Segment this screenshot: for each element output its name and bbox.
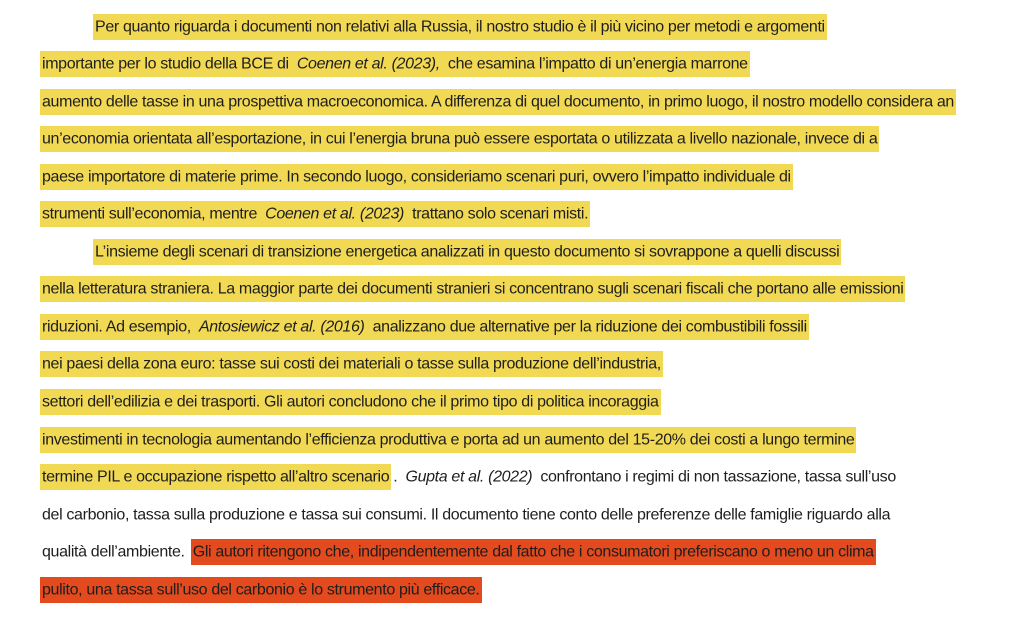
highlighted-text-segment: aumento delle tasse in una prospettiva macroeconomica. A differenza di quel documento, in primo luogo, il nostro modello considera an [40,89,956,115]
text-segment: del carbonio, tassa sulla produzione e tassa sui consumi. Il documento tiene conto delle preferenze delle famiglie riguardo alla [42,506,891,524]
text-line [40,83,1010,121]
highlighted-text-segment: Coenen et al. (2023), [295,51,442,77]
text-line [40,121,1010,159]
text-segment: Gupta et al. (2022) [405,468,533,486]
text-line [40,196,1010,234]
text-line [40,346,1010,384]
highlighted-text-segment: Gli autori ritengono che, indipendentemente dal fatto che i consumatori preferiscano o meno un clima [191,539,876,565]
highlighted-text-segment: un’economia orientata all’esportazione, in cui l’energia bruna può essere esportata o utilizzata a livello nazionale, invece di a [40,126,879,152]
highlighted-text-segment: Per quanto riguarda i documenti non relativi alla Russia, il nostro studio è il più vicino per metodi e argomenti [93,14,827,40]
highlighted-text-segment: Coenen et al. (2023) [263,201,406,227]
highlighted-text-segment: riduzioni. Ad esempio, [40,314,197,340]
highlighted-text-segment: strumenti sull’economia, mentre [40,201,263,227]
text-line [40,158,1010,196]
highlighted-text-segment: termine PIL e occupazione rispetto all’altro scenario [40,464,391,490]
text-segment: confrontano i regimi di non tassazione, tassa sull’uso [536,468,896,486]
text-line [40,496,1010,534]
text-line [40,459,1010,497]
highlighted-text-segment: investimenti in tecnologia aumentando l’efficienza produttiva e porta ad un aumento del 15-20% dei costi a lungo termine [40,427,856,453]
text-segment: qualità dell’ambiente. [42,543,189,561]
highlighted-text-segment: L’insieme degli scenari di transizione energetica analizzati in questo documento si sovrappone a quelli discussi [93,239,841,265]
text-line [40,233,1010,271]
text-segment: . [393,468,402,486]
highlighted-text-segment: importante per lo studio della BCE di [40,51,295,77]
text-line [40,383,1010,421]
text-line [40,421,1010,459]
highlighted-text-segment: che esamina l’impatto di un’energia marrone [442,51,750,77]
text-line [40,271,1010,309]
text-line [40,571,1010,609]
text-line [40,46,1010,84]
highlighted-text-segment: analizzano due alternative per la riduzione dei combustibili fossili [367,314,809,340]
highlighted-text-segment: paese importatore di materie prime. In secondo luogo, consideriamo scenari puri, ovvero l’impatto individuale di [40,164,793,190]
highlighted-text-segment: nella letteratura straniera. La maggior parte dei documenti stranieri si concentrano sugli scenari fiscali che portano alle emissioni [40,276,905,302]
document-text-body [40,8,1010,609]
text-line [40,308,1010,346]
text-line [40,8,1010,46]
highlighted-text-segment: Antosiewicz et al. (2016) [197,314,367,340]
highlighted-text-segment: nei paesi della zona euro: tasse sui costi dei materiali o tasse sulla produzione dell’industria, [40,351,663,377]
text-line [40,534,1010,572]
highlighted-text-segment: trattano solo scenari misti. [406,201,590,227]
highlighted-text-segment: pulito, una tassa sull’uso del carbonio è lo strumento più efficace. [40,577,482,603]
highlighted-text-segment: settori dell’edilizia e dei trasporti. Gli autori concludono che il primo tipo di politica incoraggia [40,389,661,415]
